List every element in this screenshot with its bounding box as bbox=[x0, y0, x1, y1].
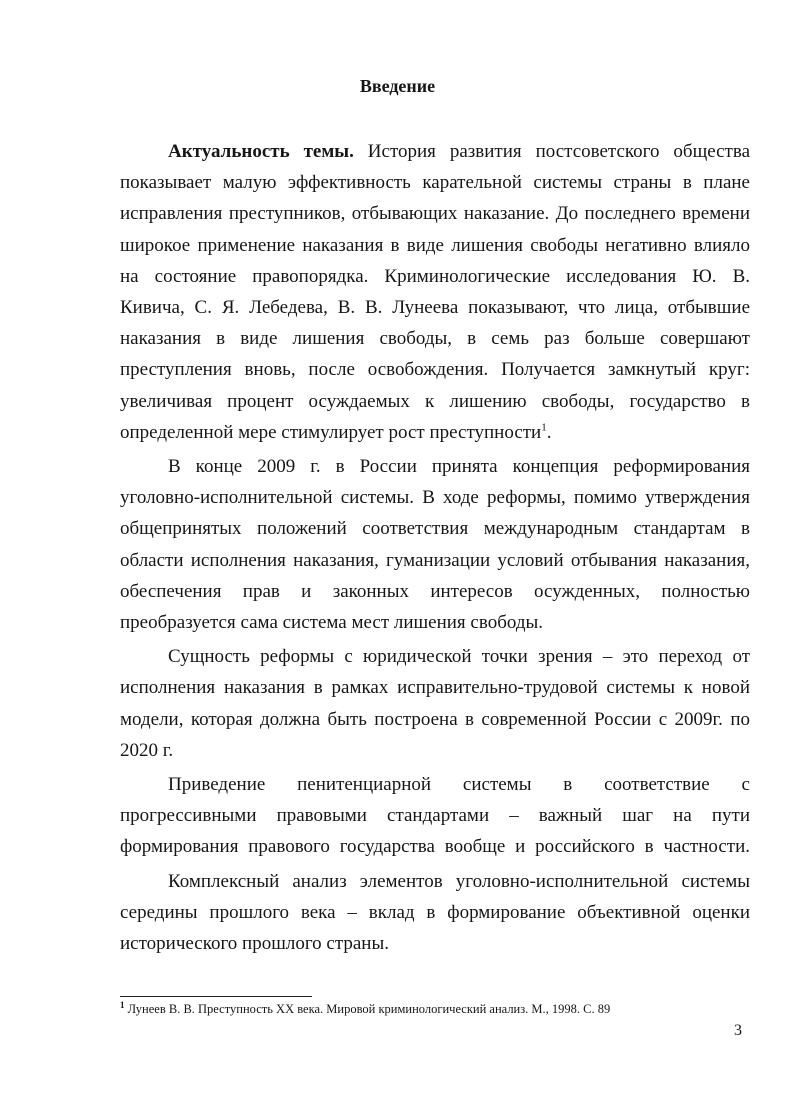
body-text bbox=[120, 136, 750, 959]
paragraph-penitentiary-standards: Приведение пенитенциарной системы в соответствие с прогрессивными правовыми стандартами – важный шаг на пути формирования правового государства вообще и российского в частности. bbox=[120, 774, 750, 858]
paragraph-complex-analysis: Комплексный анализ элементов уголовно-исполнительной системы середины прошлого века – вклад в формирование объективной оценки исторического прошлого страны. bbox=[120, 870, 750, 955]
footnote-marker: 1 bbox=[120, 999, 125, 1010]
footnote-text: Лунеев В. В. Преступность XX века. Мировой криминологический анализ. М., 1998. С. 89 bbox=[124, 1002, 611, 1016]
page-title: Введение bbox=[359, 76, 436, 96]
paragraph-reform-concept: В конце 2009 г. в России принята концепция реформирования уголовно-исполнительной системы. В ходе реформы, помимо утверждения общепринятых положений соответствия международным стандартам в области исполнения наказания, гуманизации условий отбывания наказания, обеспечения прав и законных интересов осужденных, полностью преобразуется сама система мест лишения свободы. bbox=[120, 456, 750, 634]
paragraph-reform-essence: Сущность реформы с юридической точки зрения – это переход от исполнения наказания в рамках исправительно-трудовой системы к новой модели, которая должна быть построена в современной России с 2009г. по 2020 г. bbox=[120, 646, 750, 761]
relevance-heading: Актуальность темы. bbox=[168, 141, 354, 162]
paragraph-relevance bbox=[120, 136, 750, 448]
page-number: 3 bbox=[734, 1022, 742, 1039]
footnote bbox=[120, 999, 750, 1017]
relevance-text: История развития постсоветского общества показывает малую эффективность карательной системы страны в плане исправления преступников, отбывающих наказание. До последнего времени широкое применение наказания в виде лишения свободы негативно влияло на состояние правопорядка. Криминологические исследования Ю. В. Кивича, С. Я. Лебедева, В. В. Лунеева показывают, что лица, отбывшие наказания в виде лишения свободы, в семь раз больше совершают преступления вновь, после освобождения. Получается замкнутый круг: увеличивая процент осуждаемых к лишению свободы, государство в определенной мере стимулирует рост преступности bbox=[120, 141, 750, 443]
footnote-reference[interactable]: 1 bbox=[541, 421, 547, 434]
relevance-tail: . bbox=[546, 421, 552, 443]
footnote-separator bbox=[120, 996, 312, 997]
